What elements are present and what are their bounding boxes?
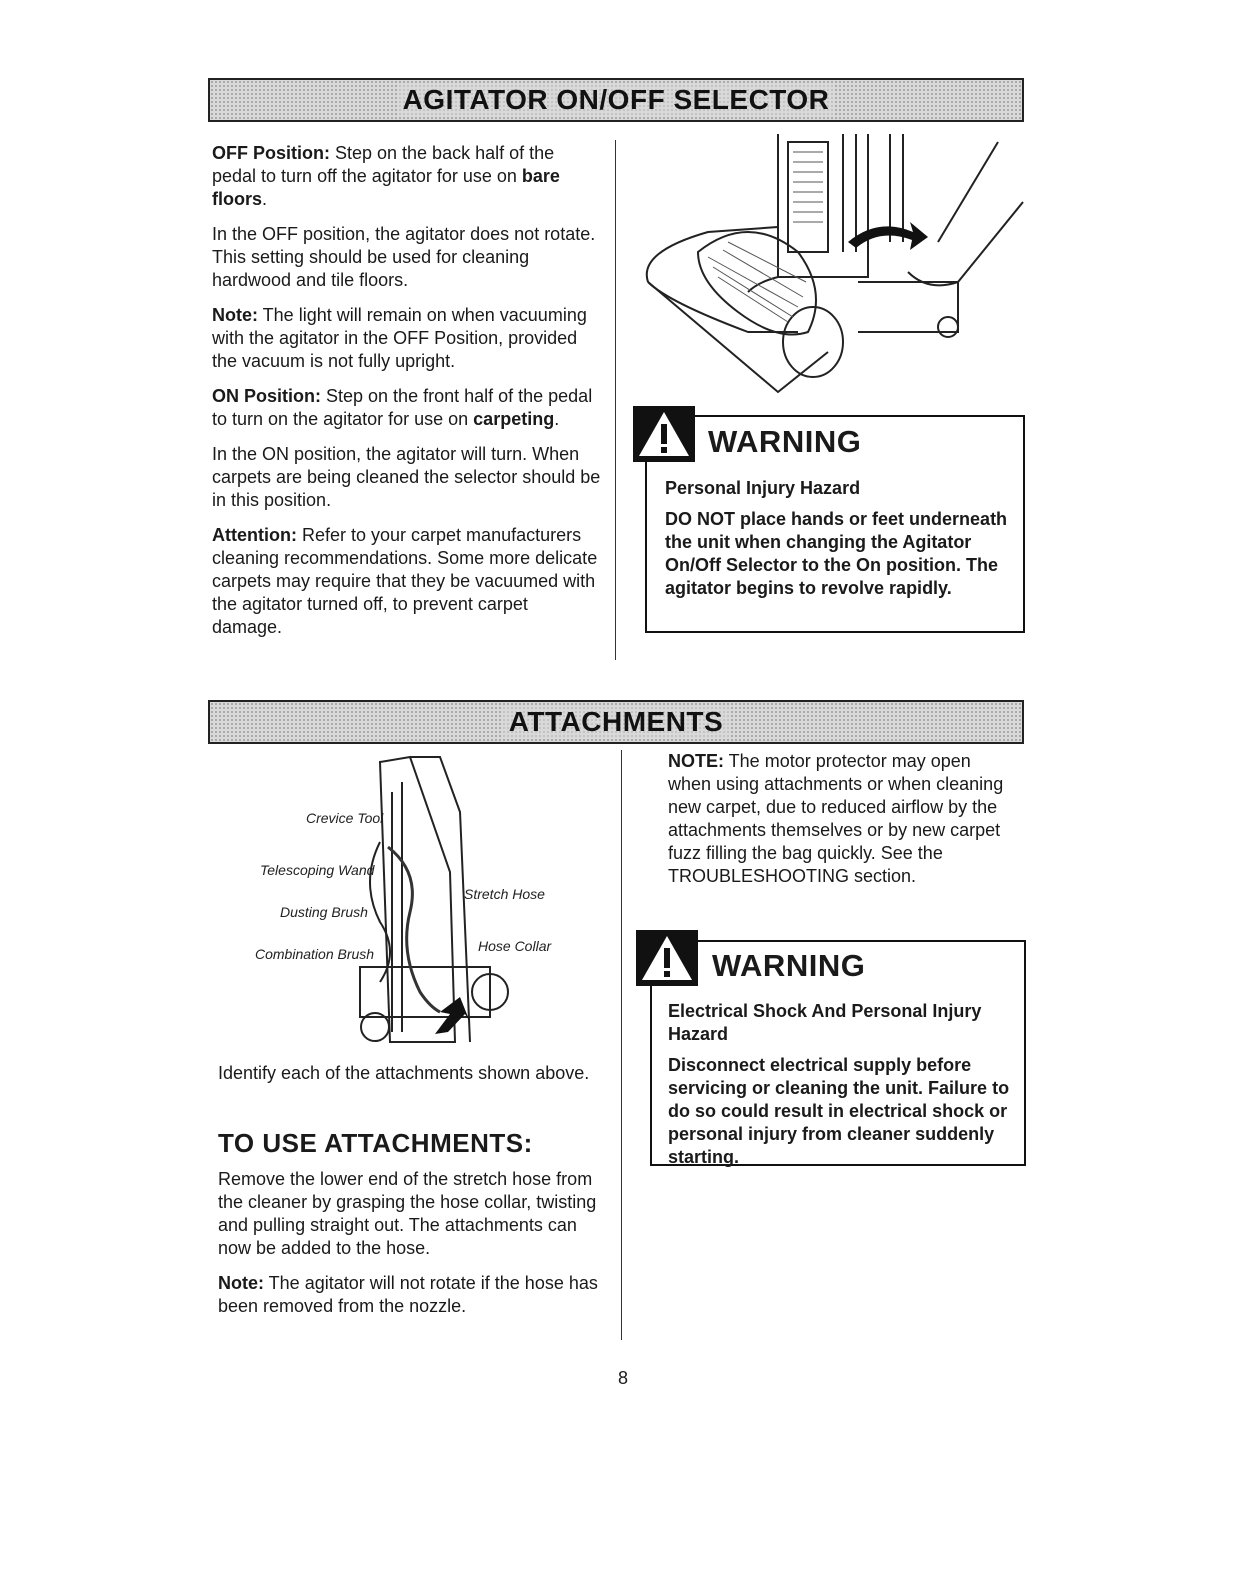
label-crevice-tool: Crevice Tool <box>306 810 384 826</box>
section-banner-agitator <box>208 78 1024 122</box>
label-combination-brush: Combination Brush <box>255 946 375 962</box>
note-paragraph: Note: The light will remain on when vacuuming with the agitator in the OFF Position, provided the vacuum is not fully upright. <box>212 305 587 371</box>
attachments-identify-column <box>218 1062 608 1097</box>
on-description: In the ON position, the agitator will turn. When carpets are being cleaned the selector should be in this position. <box>212 444 601 510</box>
warning-instruction: Disconnect electrical supply before servicing or cleaning the unit. Failure to do so could result in electrical shock or personal injury from cleaner suddenly starting. <box>668 1055 1010 1167</box>
warning-body <box>665 477 1010 608</box>
identify-paragraph: Identify each of the attachments shown above. <box>218 1063 590 1083</box>
warning-hazard: Electrical Shock And Personal Injury Hazard <box>668 1001 982 1044</box>
warning-body <box>668 1000 1013 1177</box>
agitator-text-column <box>212 142 602 651</box>
page-number: 8 <box>618 1368 629 1388</box>
warning-triangle-icon <box>636 930 698 986</box>
warning-title: WARNING <box>708 424 862 459</box>
attachments-instructions-column <box>218 1168 603 1330</box>
warning-instruction: DO NOT place hands or feet underneath the unit when changing the Agitator On/Off Selector to the On position. The agitator begins to revolve rapidly. <box>665 509 1008 598</box>
off-position-paragraph: OFF Position: Step on the back half of the pedal to turn off the agitator for use on bare floors. <box>212 143 560 209</box>
motor-protector-note <box>668 750 1018 900</box>
on-position-paragraph: ON Position: Step on the front half of the pedal to turn on the agitator for use on carpeting. <box>212 386 593 429</box>
warning-title: WARNING <box>712 948 866 983</box>
label-stretch-hose: Stretch Hose <box>464 886 545 902</box>
warning-triangle-icon <box>633 406 695 462</box>
label-dusting-brush: Dusting Brush <box>280 904 368 920</box>
column-divider <box>615 140 616 660</box>
attention-paragraph: Attention: Refer to your carpet manufacturers cleaning recommendations. Some more delicate carpets may require that they be vacuumed with the agitator turned off, to prevent carpet damage. <box>212 525 598 637</box>
off-description: In the OFF position, the agitator does not rotate. This setting should be used for cleaning hardwood and tile floors. <box>212 224 596 290</box>
section-title: AGITATOR ON/OFF SELECTOR <box>397 84 836 116</box>
remove-hose-paragraph: Remove the lower end of the stretch hose from the cleaner by grasping the hose collar, twisting and pulling straight out. The attachments can now be added to the hose. <box>218 1169 597 1258</box>
warning-hazard: Personal Injury Hazard <box>665 478 861 498</box>
label-telescoping-wand: Telescoping Wand <box>260 862 375 878</box>
motor-protector-paragraph: NOTE: The motor protector may open when using attachments or when cleaning new carpet, due to reduced airflow by the attachments themselves or by new carpet fuzz filling the bag quickly. See the TROUBLESHOOTING section. <box>668 751 1004 886</box>
label-hose-collar: Hose Collar <box>478 938 552 954</box>
to-use-attachments-heading: TO USE ATTACHMENTS: <box>218 1128 533 1158</box>
column-divider <box>621 750 622 1340</box>
agitator-note-paragraph: Note: The agitator will not rotate if the hose has been removed from the nozzle. <box>218 1273 598 1316</box>
section-banner-attachments <box>208 700 1024 744</box>
vacuum-nozzle-illustration <box>628 132 1028 394</box>
section-title: ATTACHMENTS <box>503 706 729 738</box>
